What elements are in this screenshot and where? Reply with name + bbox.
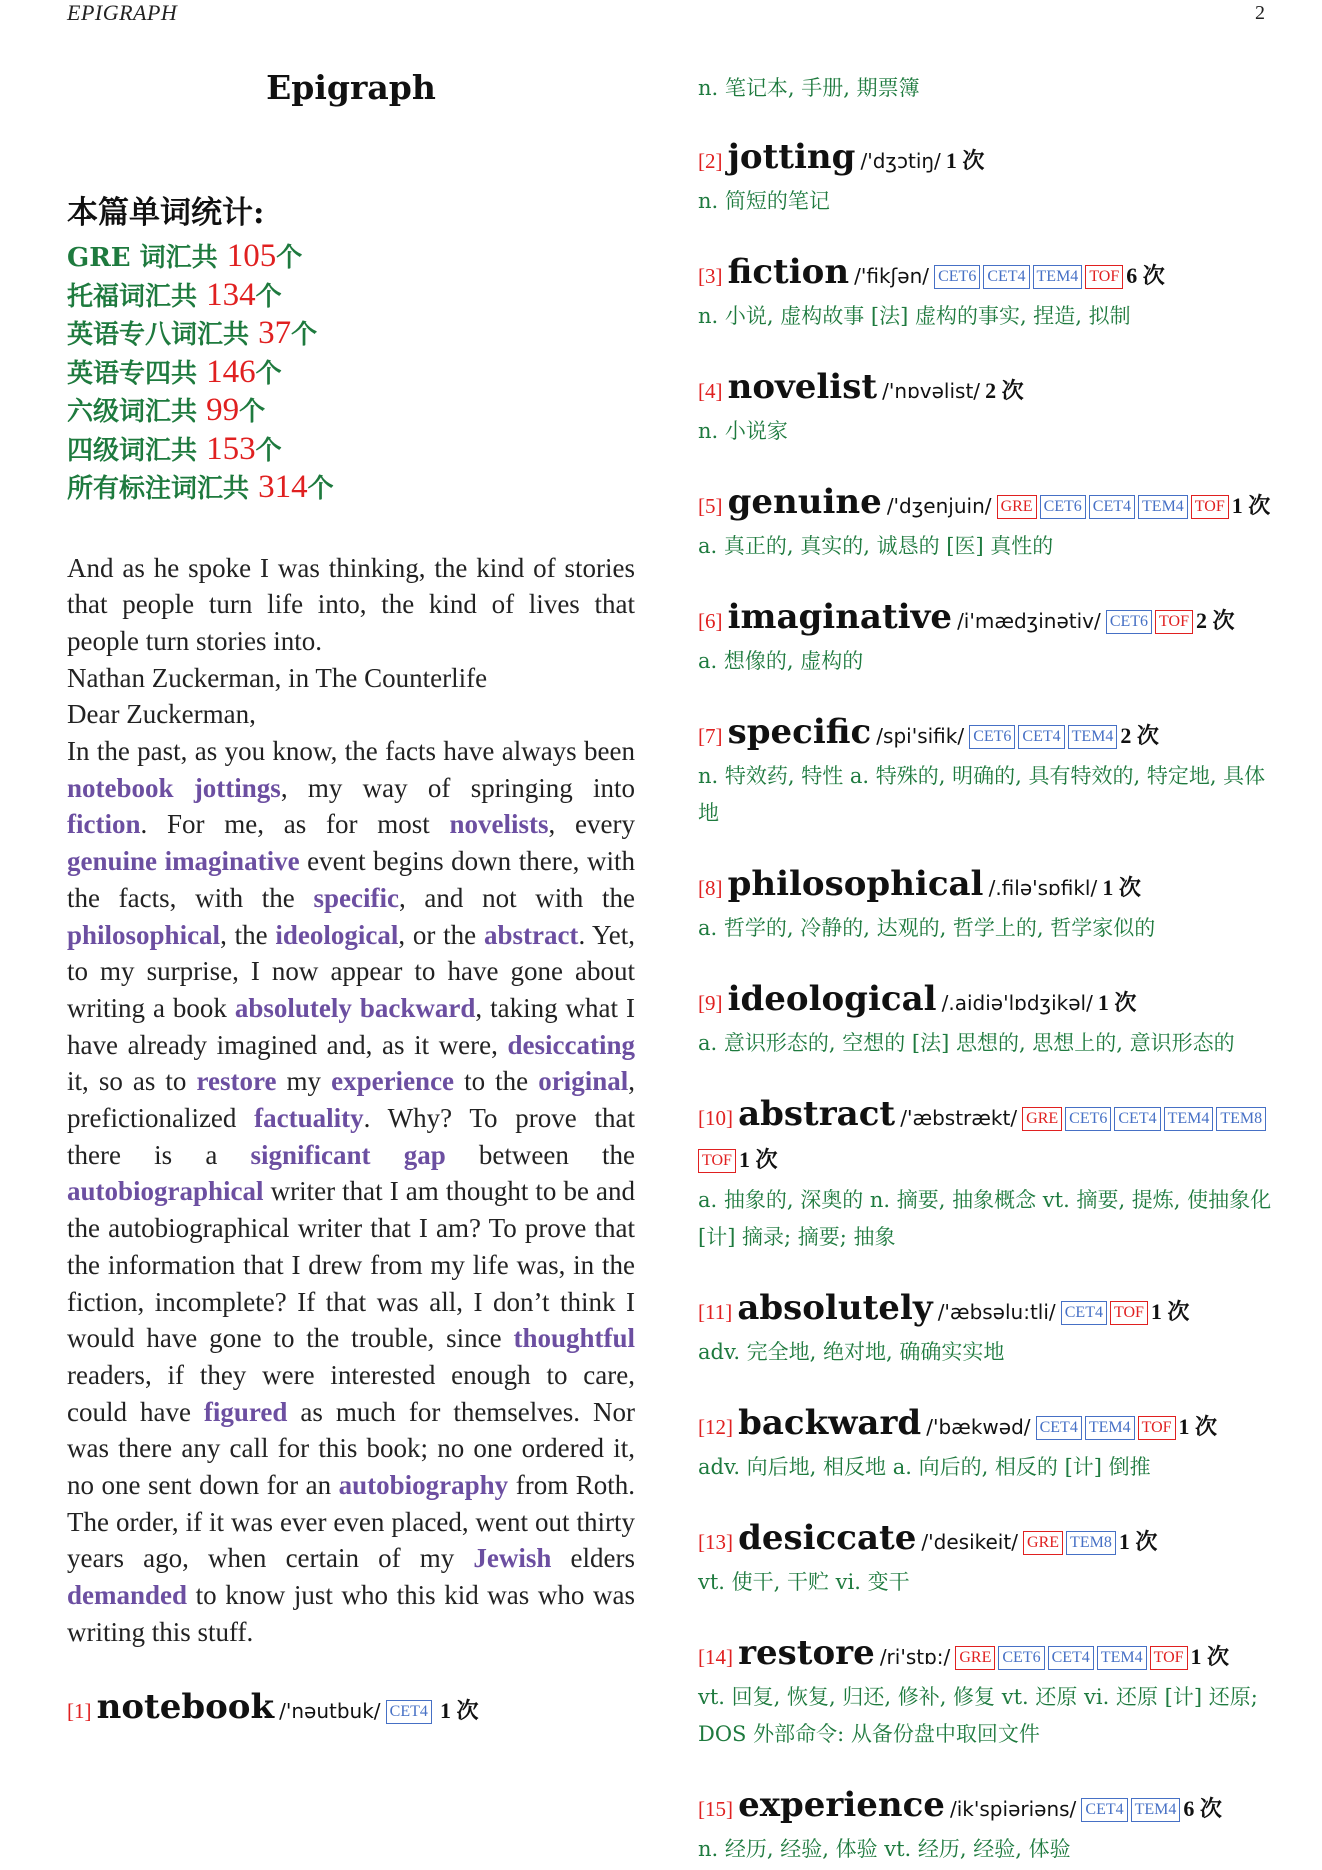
glossary-entry-notebook <box>67 1687 635 1733</box>
tag-cet6: CET6 <box>1106 610 1152 634</box>
tag-tem4: TEM4 <box>1068 725 1118 749</box>
glossary-entry-absolutely <box>698 1288 1273 1371</box>
entry-definition: n. 小说, 虚构故事 [法] 虚构的事实, 捏造, 拟制 <box>698 304 1131 328</box>
page-title: Epigraph <box>266 68 436 107</box>
entry-phonetic: /'æbsəlu:tli/ <box>937 1300 1056 1324</box>
entry-word: ideological <box>727 979 937 1019</box>
tag-tem4: TEM4 <box>1131 1798 1181 1822</box>
vocab-highlight[interactable]: ideological <box>275 919 399 950</box>
entry-count: 6 次 <box>1183 1796 1222 1821</box>
tag-cet4: CET4 <box>1048 1646 1094 1670</box>
stat-toefl: 托福词汇共 134个 <box>67 276 282 313</box>
tag-cet6: CET6 <box>1065 1107 1111 1131</box>
stat-tem4: 英语专四共 146个 <box>67 353 282 390</box>
entry-number: [8] <box>698 876 723 900</box>
entry-head <box>698 712 1273 758</box>
entry-phonetic: /.aidiə'lɒdʒikəl/ <box>941 991 1093 1015</box>
entry-definition: a. 真正的, 真实的, 诚恳的 [医] 真性的 <box>698 534 1054 558</box>
entry-definition: a. 想像的, 虚构的 <box>698 649 864 673</box>
tag-cet4: CET4 <box>1036 1416 1082 1440</box>
vocab-highlight[interactable]: abstract <box>483 919 579 950</box>
glossary-entry-specific <box>698 712 1273 832</box>
entry-count: 1 次 <box>1231 493 1271 518</box>
tag-tem8: TEM8 <box>1066 1531 1116 1555</box>
tag-tof: TOF <box>1110 1301 1148 1325</box>
stat-gre: GRE 词汇共 105个 <box>67 238 303 274</box>
tag-cet4: CET4 <box>1081 1798 1127 1822</box>
entry-definition: n. 笔记本, 手册, 期票簿 <box>698 76 920 100</box>
entry-phonetic: /'nɒvəlist/ <box>882 379 981 403</box>
entry-word: genuine <box>727 482 882 522</box>
entry-head <box>698 1785 1273 1831</box>
vocab-highlight[interactable]: novelists <box>449 809 549 840</box>
glossary-entry-ideological <box>698 979 1273 1062</box>
entry-phonetic: /'dʒɔtiŋ/ <box>860 149 941 173</box>
vocab-highlight[interactable]: original <box>538 1066 629 1097</box>
entry-phonetic: /'bækwəd/ <box>926 1415 1031 1439</box>
vocab-highlight[interactable]: thoughtful <box>513 1323 635 1354</box>
tag-tof: TOF <box>1150 1646 1188 1670</box>
entry-number: [9] <box>698 991 723 1015</box>
entry-phonetic: /i'mædʒinətiv/ <box>957 609 1101 633</box>
entry-head <box>698 597 1273 643</box>
entry-head <box>698 979 1273 1025</box>
entry-head <box>698 1288 1273 1334</box>
entry-phonetic: /'dʒenjuin/ <box>886 494 992 518</box>
entry-word: philosophical <box>727 864 984 904</box>
glossary-list <box>698 137 1273 1868</box>
entry-head <box>698 252 1273 298</box>
entry-definition: adv. 向后地, 相反地 a. 向后的, 相反的 [计] 倒推 <box>698 1455 1151 1479</box>
stat-cet6: 六级词汇共 99个 <box>67 392 266 428</box>
entry-head <box>698 1403 1273 1449</box>
vocab-highlight[interactable]: factuality <box>254 1103 364 1134</box>
entry-definition: n. 简短的笔记 <box>698 189 830 213</box>
stat-cet4: 四级词汇共 153个 <box>67 430 282 467</box>
epigraph-attribution: Nathan Zuckerman, in The Counterlife <box>67 662 488 693</box>
vocab-highlight[interactable]: restore <box>196 1066 277 1097</box>
tag-tem4: TEM4 <box>1097 1646 1147 1670</box>
entry-word: restore <box>738 1633 875 1673</box>
tag-tof: TOF <box>1085 265 1123 289</box>
entry-phonetic: /spi'sifik/ <box>876 724 965 748</box>
entry-definition: n. 经历, 经验, 体验 vt. 经历, 经验, 体验 <box>698 1837 1071 1861</box>
entry-count: 1 次 <box>1118 1529 1158 1554</box>
entry-number: [7] <box>698 724 723 748</box>
tag-cet4: CET4 <box>1114 1107 1160 1131</box>
entry-count: 1 次 <box>1190 1644 1230 1669</box>
tag-tem4: TEM4 <box>1085 1416 1135 1440</box>
entry-definition: a. 抽象的, 深奥的 n. 摘要, 抽象概念 vt. 摘要, 提炼, 使抽象化 [计] 摘录; 摘要; 抽象 <box>698 1188 1272 1249</box>
vocab-highlight[interactable]: figured <box>203 1396 288 1427</box>
vocab-highlight[interactable]: philosophical <box>67 919 221 950</box>
vocab-highlight[interactable]: autobiographical <box>67 1176 264 1207</box>
tag-cet4: CET4 <box>1061 1301 1107 1325</box>
letter-salutation: Dear Zuckerman, <box>67 699 256 730</box>
entry-number: [11] <box>698 1300 733 1324</box>
glossary-entry-imaginative <box>698 597 1273 680</box>
stat-total: 所有标注词汇共 314个 <box>67 469 334 505</box>
running-header: EPIGRAPH <box>67 0 178 25</box>
entry-word: abstract <box>738 1094 896 1134</box>
glossary-entry-restore <box>698 1633 1273 1753</box>
entry-head <box>698 1633 1273 1679</box>
entry-phonetic: /'nəutbuk/ <box>279 1698 381 1723</box>
entry-count: 1 次 <box>1178 1414 1218 1439</box>
vocab-highlight[interactable]: genuine imaginative <box>67 846 300 877</box>
vocab-highlight[interactable]: desiccating <box>507 1029 635 1060</box>
epigraph-text <box>67 550 635 1651</box>
glossary-entry-genuine <box>698 482 1273 565</box>
entry-number: [1] <box>67 1698 92 1723</box>
tag-tem4: TEM4 <box>1138 495 1188 519</box>
vocab-highlight[interactable]: experience <box>331 1066 455 1097</box>
entry-count: 1 次 <box>1150 1299 1190 1324</box>
entry-phonetic: /'desikeit/ <box>921 1530 1018 1554</box>
tag-tof: TOF <box>1155 610 1193 634</box>
entry-definition: vt. 使干, 干贮 vi. 变干 <box>698 1570 910 1594</box>
entry-phonetic: /.filə'sɒfikl/ <box>988 876 1098 900</box>
tag-cet4: CET4 <box>1089 495 1135 519</box>
epigraph-quote: And as he spoke I was thinking, the kind of stories that people turn life into, the kind of lives that people turn stories into. <box>67 552 635 656</box>
vocab-highlight[interactable]: demanded <box>67 1580 188 1611</box>
tag-tof: TOF <box>1191 495 1229 519</box>
entry-count: 6 次 <box>1126 263 1165 288</box>
glossary-entry-experience <box>698 1785 1273 1868</box>
entry-number: [14] <box>698 1645 733 1669</box>
entry-count: 2 次 <box>1195 608 1235 633</box>
letter-body: In the past, as you know, the facts have always been notebook jottings, my way of springing into fiction. For me, as for most novelists, every genuine imaginative event begins down there, with the facts, with the specific, and not with the philosophical, the ideological, or the abstract. Yet, to my surprise, I now appear to have gone about writing a book absolutely backward, taking what I have already imagined and, as it were, desiccating it, so as to restore my experience to the original, prefictionalized factuality. Why? To prove that there is a significant gap between the autobiographical writer that I am thought to be and the autobiographical writer that I am? To prove that the information that I drew from my life was, in the fiction, incomplete? If that was all, I don’t think I would have gone to the trouble, since thoughtful readers, if they were interested enough to care, could have figured as much for themselves. Nor was there any call for this book; no one ordered it, no one sent down for an autobiography from Roth. The order, if it was ever even placed, went out thirty years ago, when certain of my Jewish elders demanded to know just who this kid was who was writing this stuff. <box>67 736 636 1647</box>
tag-tem4: TEM4 <box>1164 1107 1214 1131</box>
glossary-entry-desiccate <box>698 1518 1273 1601</box>
tag-tem8: TEM8 <box>1216 1107 1266 1131</box>
entry-head <box>698 137 1273 183</box>
tag-cet6: CET6 <box>969 725 1015 749</box>
entry-number: [5] <box>698 494 723 518</box>
tag-gre: GRE <box>1023 1531 1063 1555</box>
vocab-highlight[interactable]: fiction <box>67 809 141 840</box>
entry-definition: vt. 回复, 恢复, 归还, 修补, 修复 vt. 还原 vi. 还原 [计] 还原; DOS 外部命令: 从备份盘中取回文件 <box>698 1685 1258 1746</box>
vocab-highlight[interactable]: specific <box>313 882 399 913</box>
tag-gre: GRE <box>1022 1107 1062 1131</box>
entry-word: specific <box>727 712 872 752</box>
vocab-highlight[interactable]: notebook jottings <box>67 772 281 803</box>
entry-word: novelist <box>727 367 878 407</box>
entry-head <box>698 367 1273 413</box>
entry-phonetic: /'fikʃən/ <box>854 264 929 288</box>
right-column <box>698 70 1273 1868</box>
entry-number: [10] <box>698 1106 733 1130</box>
glossary-entry-abstract <box>698 1094 1273 1256</box>
entry-definition: a. 哲学的, 冷静的, 达观的, 哲学上的, 哲学家似的 <box>698 916 1156 940</box>
entry-number: [3] <box>698 264 723 288</box>
tag-cet4: CET4 <box>983 265 1029 289</box>
glossary-entry-philosophical <box>698 864 1273 947</box>
entry-number: [6] <box>698 609 723 633</box>
tag-tem4: TEM4 <box>1033 265 1083 289</box>
entry-head <box>698 864 1273 910</box>
entry-count: 2 次 <box>1120 723 1159 748</box>
tag-cet6: CET6 <box>934 265 980 289</box>
stat-tem8: 英语专八词汇共 37个 <box>67 315 318 351</box>
entry-head <box>698 1094 1273 1182</box>
entry-word: fiction <box>727 252 850 292</box>
entry-definition: n. 小说家 <box>698 419 788 443</box>
entry-definition: n. 特效药, 特性 a. 特殊的, 明确的, 具有特效的, 特定地, 具体地 <box>698 764 1266 825</box>
glossary-entry-novelist <box>698 367 1273 450</box>
entry-count: 2 次 <box>985 378 1024 403</box>
tag-gre: GRE <box>955 1646 995 1670</box>
vocab-highlight[interactable]: absolutely backward <box>234 992 476 1023</box>
entry-word: backward <box>738 1403 922 1443</box>
glossary-entry-jotting <box>698 137 1273 220</box>
entry-definition: adv. 完全地, 绝对地, 确确实实地 <box>698 1340 1005 1364</box>
stats-heading: 本篇单词统计: <box>67 195 265 231</box>
entry-count: 1 次 <box>1097 990 1137 1015</box>
vocab-highlight[interactable]: significant gap <box>250 1139 446 1170</box>
entry-head <box>698 482 1273 528</box>
tag-tof: TOF <box>1138 1416 1176 1440</box>
tag-tof: TOF <box>698 1149 736 1173</box>
tag-cet4: CET4 <box>386 1700 432 1724</box>
entry-phonetic: /ik'spiəriəns/ <box>950 1797 1077 1821</box>
entry-number: [2] <box>698 149 723 173</box>
entry-count: 1 次 <box>439 1697 479 1723</box>
entry-head <box>67 1687 635 1733</box>
entry-definition: a. 意识形态的, 空想的 [法] 思想的, 思想上的, 意识形态的 <box>698 1031 1235 1055</box>
entry-count: 1 次 <box>945 148 985 173</box>
entry-word: imaginative <box>727 597 952 637</box>
entry-phonetic: /ri'stɒ:/ <box>879 1645 951 1669</box>
tag-cet6: CET6 <box>1040 495 1086 519</box>
entry-number: [4] <box>698 379 723 403</box>
tag-cet4: CET4 <box>1018 725 1064 749</box>
entry-word: desiccate <box>738 1518 917 1558</box>
vocab-highlight[interactable]: autobiography <box>338 1470 509 1501</box>
tag-gre: GRE <box>997 495 1037 519</box>
entry-word: jotting <box>727 137 856 177</box>
entry-word: absolutely <box>737 1288 933 1328</box>
tag-cet6: CET6 <box>998 1646 1044 1670</box>
entry-number: [13] <box>698 1530 733 1554</box>
left-column <box>67 68 635 1733</box>
entry-number: [12] <box>698 1415 733 1439</box>
entry-count: 1 次 <box>738 1147 778 1172</box>
entry-word: notebook <box>96 1686 275 1727</box>
stats-list <box>67 238 635 508</box>
glossary-entry-fiction <box>698 252 1273 335</box>
vocab-highlight[interactable]: Jewish <box>473 1543 552 1574</box>
entry-number: [15] <box>698 1797 733 1821</box>
entry-phonetic: /'æbstrækt/ <box>900 1106 1018 1130</box>
entry-head <box>698 1518 1273 1564</box>
page-number: 2 <box>1255 2 1265 24</box>
glossary-entry-backward <box>698 1403 1273 1486</box>
entry-word: experience <box>738 1785 945 1825</box>
entry-count: 1 次 <box>1102 875 1141 900</box>
